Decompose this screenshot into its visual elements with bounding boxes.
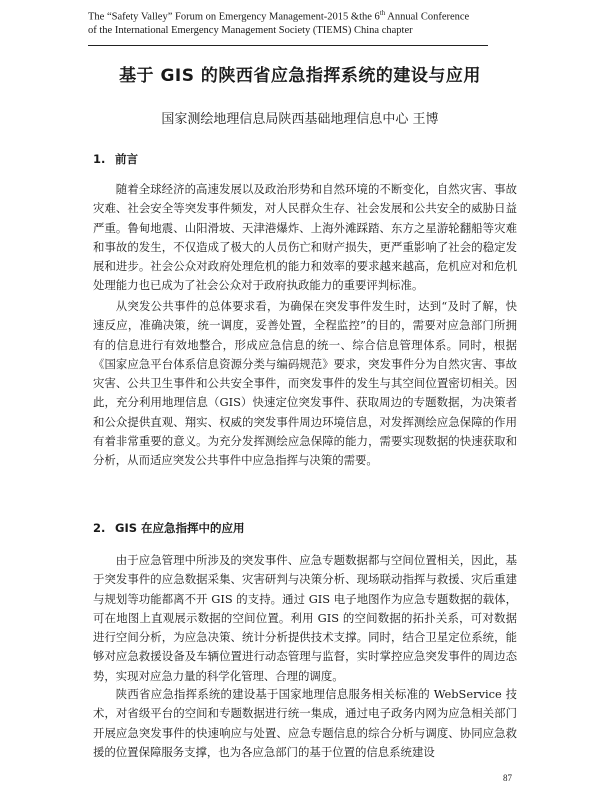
paragraph-2-1: 由于应急管理中所涉及的突发事件、应急专题数据都与空间位置相关，因此，基于突发事件的应急数据采集、灾害研判与决策分析、现场联动指挥与救援、灾后重建与规划等功能都离不开 GIS 的支持。通过 GIS 电子地图作为应急专题数据的载体，可在地图上直观展示数据的空间位置。利用 GIS 的空间数据的拓扑关系，可对数据进行空间分析，为应急决策、统计分析提供技术支撑。同时，结合卫星定位系统，能够对应急救援设备及车辆位置进行动态管理与监督，实时掌控应急突发事件的周边态势，实现对应急力量的科学化管理、合理的调度。 bbox=[93, 553, 517, 683]
section-heading-2 bbox=[93, 520, 245, 536]
section-number-1: 1. bbox=[93, 152, 106, 166]
section-number-2: 2. bbox=[93, 521, 106, 535]
author-affiliation: 国家测绘地理信息局陕西基础地理信息中心 王博 bbox=[161, 112, 439, 127]
section-heading-1 bbox=[93, 151, 138, 167]
header-rule bbox=[88, 45, 488, 46]
paragraph-2-2: 陕西省应急指挥系统的建设基于国家地理信息服务相关标准的 WebService 技术，对省级平台的空间和专题数据进行统一集成，通过电子政务内网为应急相关部门开展应急突发事件的快速响应与处置、应急专题信息的综合分析与调度、协同应急救援的位置保障服务支撑，也为各应急部门的基于位置的信息系统建设 bbox=[93, 687, 517, 759]
header-line-2: of the International Emergency Management Society (TIEMS) China chapter bbox=[88, 24, 413, 36]
paragraph-1-2: 从突发公共事件的总体要求看，为确保在突发事件发生时，达到“及时了解，快速反应，准确决策，统一调度，妥善处置，全程监控”的目的，需要对应急部门所拥有的信息进行有效地整合，形成应急信息的统一、综合信息管理体系。同时，根据《国家应急平台体系信息资源分类与编码规范》要求，突发事件分为自然灾害、事故灾害、公共卫生事件和公共安全事件，而突发事件的发生与其空间位置密切相关。因此，充分利用地理信息（GIS）快速定位突发事件、获取周边的专题数据，为决策者和公众提供直观、翔实、权威的突发事件周边环境信息，对发挥测绘应急保障的作用有着非常重要的意义。为充分发挥测绘应急保障的能力，需要实现数据的快速获取和分析，从而适应突发公共事件中应急指挥与决策的需要。 bbox=[93, 299, 517, 468]
running-header bbox=[88, 7, 548, 37]
paragraph-1-1: 随着全球经济的高速发展以及政治形势和自然环境的不断变化，自然灾害、事故灾难、社会安全等突发事件频发，对人民群众生存、社会发展和公共安全的威胁日益严重。鲁甸地震、山阳滑坡、天津港爆炸、上海外滩踩踏、东方之星游轮翻船等灾难和事故的发生，不仅造成了极大的人员伤亡和财产损失，更严重影响了社会的稳定发展和进步。社会公众对政府处理危机的能力和效率的要求越来越高，危机应对和危机处理能力也已成为了社会公众对于政府执政能力的重要评判标准。 bbox=[93, 182, 517, 293]
section-title-2: GIS 在应急指挥中的应用 bbox=[115, 521, 245, 535]
paper-title: 基于 GIS 的陕西省应急指挥系统的建设与应用 bbox=[119, 66, 481, 86]
header-line-1: The “Safety Valley” Forum on Emergency Management-2015 &the 6th Annual Conference bbox=[88, 9, 470, 23]
section-title-1: 前言 bbox=[115, 152, 138, 166]
page-number: 87 bbox=[503, 773, 512, 783]
